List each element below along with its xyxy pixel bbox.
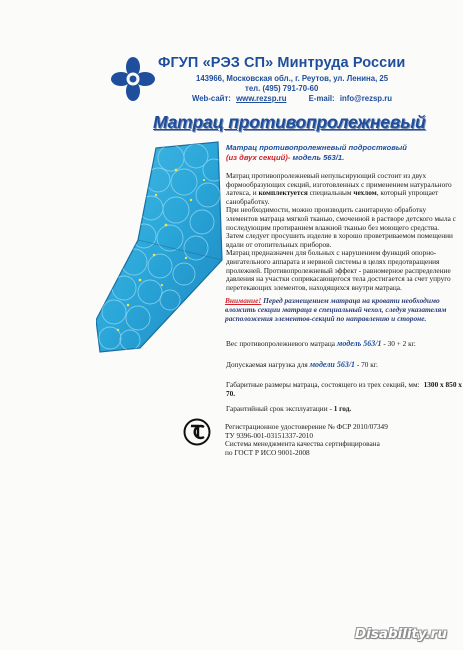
standard: по ГОСТ Р ИСО 9001-2008 — [225, 448, 310, 458]
organization-address: 143966, Московская обл., г. Реутов, ул. Ленина, 25 — [196, 74, 389, 83]
load-spec: Допускаемая нагрузка для модели 563/1 - 70 кг. — [226, 360, 378, 369]
subtitle-line: Матрац противопролежневый подростковый — [226, 143, 407, 152]
organization-phone: тел. (495) 791-70-60 — [245, 84, 319, 93]
email-label: E-mail: — [308, 94, 335, 103]
page-title: Матрац противопролежневый — [153, 112, 426, 132]
sections-note: (из двух секций) — [226, 152, 288, 162]
contact-row — [192, 94, 392, 103]
purpose-paragraph: Матрац предназначен для больных с нарушением функций опорно-двигательного аппарата и нервной системы в целях предотвращения пролежней. Противопролежневый эффект - равномерное распределение давления на участки соприкасающегося тела достигается за счет упруго перетекающих элементов, находящихся внутри матраца. — [226, 248, 451, 292]
website-link[interactable]: www.rezsp.ru — [236, 94, 287, 103]
certification-info — [225, 423, 461, 458]
warranty-spec: Гарантийный срок эксплуатации - 1 год. — [226, 404, 352, 413]
dimensions-spec: Габаритные размеры матраца, состоящего из трех секций, мм: 1300 х 850 х 70. — [226, 380, 462, 398]
organization-name: ФГУП «РЭЗ СП» Минтруда России — [158, 55, 406, 71]
web-label: Web-сайт: — [192, 94, 231, 103]
site-watermark: Disability.ru — [355, 626, 447, 642]
weight-spec: Вес противопролежневого матраца модель 563/1 - 30 + 2 кг. — [226, 339, 416, 348]
technical-spec: ТУ 9396-001-03151337-2010 — [225, 430, 314, 440]
warning-label: Внимание! — [225, 296, 262, 305]
warning-note — [225, 297, 461, 323]
subtitle-dash: - — [287, 152, 291, 162]
model-number: модель 563/1. — [292, 152, 345, 162]
product-description — [226, 172, 458, 292]
quality-system: Система менеджмента качества сертифицирована — [225, 439, 380, 449]
product-subtitle — [226, 143, 462, 162]
organization-logo-icon — [110, 56, 156, 102]
cleaning-paragraph: При необходимости, можно производить санитарную обработку элементов матраца мягкой тканью, смоченной в растворе детского мыла с последующим протиранием влажной тканью без моющего средства. Затем следует просушить изделие в хорошо проветриваемом помещении вдали от отопительных приборов. — [226, 205, 456, 249]
email-link[interactable]: info@rezsp.ru — [339, 94, 393, 103]
certification-mark-icon — [183, 418, 211, 446]
mattress-photo — [96, 140, 224, 355]
registration-certificate: Регистрационное удостоверение № ФСР 2010/07349 — [225, 422, 388, 431]
description-paragraph: Матрац противопролежневый непульсирующий состоит из двух формообразующих секций, изготовленных с применением натурального латекса, и комплектуется специальным чехлом, который упрощает санобработку. — [226, 171, 452, 206]
warning-text: Перед размещением матраца на кровати необходимо вложить секции матраца в специальный чехол, следуя указателям расположения элементов-секций по направлению и стороне. — [225, 296, 447, 323]
